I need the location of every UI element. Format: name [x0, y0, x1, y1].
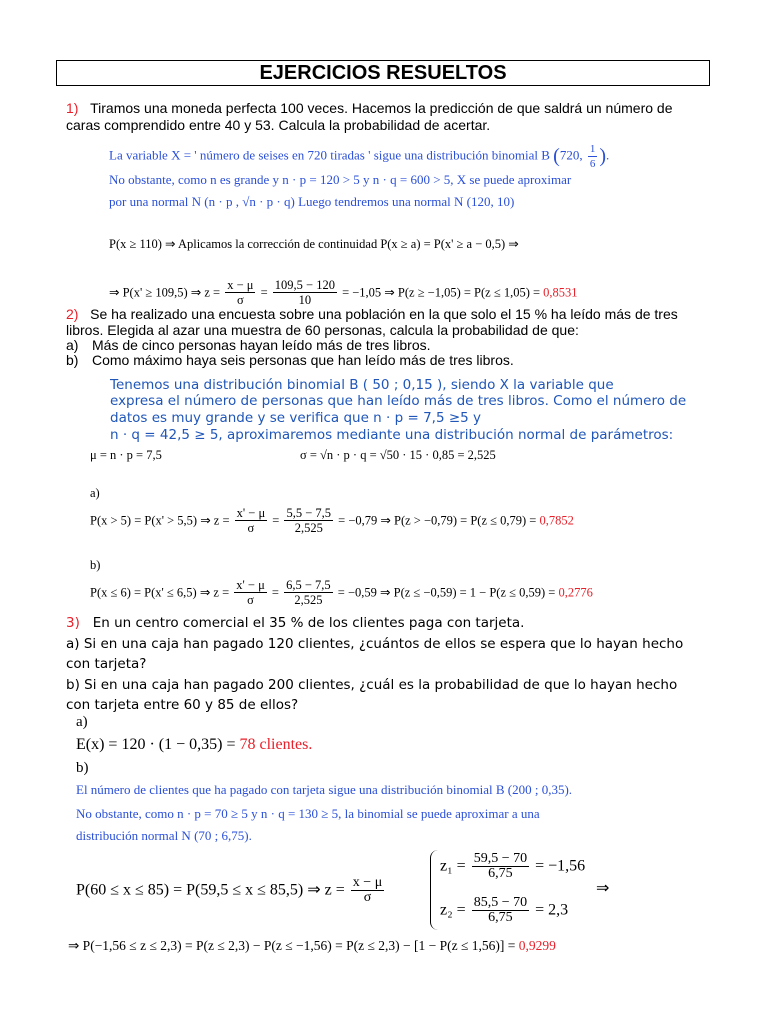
exercise-1-statement: [66, 100, 673, 116]
ex2-b-eq: =: [271, 585, 279, 600]
exercise-2-line-1: Se ha realizado una encuesta sobre una población en la que solo el 15 % ha leído más de tres: [90, 306, 678, 322]
ex2-a-frac2-den: 2,525: [294, 521, 323, 535]
ex2-text-line-1: Tenemos una distribución binomial B ( 50 ; 0,15 ), siendo X la variable que: [110, 377, 614, 393]
ex3-expect-result: 78 clientes.: [239, 736, 313, 753]
exercise-3-number: 3): [66, 615, 80, 631]
ex2-a-frac1-den: σ: [247, 521, 255, 535]
exercise-1-number: 1): [66, 100, 79, 116]
ex3-z2-den: 6,75: [488, 910, 513, 925]
ex1-s1-text: La variable X = ' número de seises en 720 tiradas ' sigue una distribución binomial B: [109, 147, 550, 163]
ex3-z1-result: = −1,56: [535, 857, 586, 875]
ex2-b-left: P(x ≤ 6) = P(x' ≤ 6,5) ⇒ z =: [90, 585, 230, 600]
exercise-3-line-5: con tarjeta entre 60 y 85 de ellos?: [66, 697, 299, 713]
ex3-a-label: a): [76, 714, 88, 730]
exercise-3-line-3: con tarjeta?: [66, 656, 147, 672]
ex3-p-frac-num: x − μ: [352, 875, 383, 890]
ex3-implies-arrow: ⇒: [596, 880, 610, 897]
page-title: EJERCICIOS RESUELTOS: [56, 60, 710, 86]
ex2-sigma: σ = √n · p · q = √50 · 15 · 0,85 = 2,525: [300, 448, 496, 462]
ex3-reason-line-1: El número de clientes que ha pagado con tarjeta sigue una distribución binomial B (200 ; 0,35).: [76, 782, 573, 797]
ex3-final-formula: ⇒ P(−1,56 ≤ z ≤ 2,3) = P(z ≤ 2,3) − P(z ≤ −1,56) = P(z ≤ 2,3) − [1 − P(z ≤ 1,56)] =: [68, 938, 516, 953]
ex1-s5-frac1-den: σ: [236, 293, 244, 307]
ex3-p-left: P(60 ≤ x ≤ 85) = P(59,5 ≤ x ≤ 85,5) ⇒ z =: [76, 881, 345, 899]
ex2-a-eq: =: [272, 513, 280, 528]
ex2-text-line-2: expresa el número de personas que han leído más de tres libros. Como el número de: [110, 393, 687, 409]
ex2-a-result: 0,7852: [539, 513, 574, 528]
ex3-expectation: [76, 736, 312, 754]
ex2-a-frac2-num: 5,5 − 7,5: [286, 506, 332, 520]
ex2-b-right: = −0,59 ⇒ P(z ≤ −0,59) = 1 − P(z ≤ 0,59) =: [337, 585, 556, 600]
exercise-3-line-1: En un centro comercial el 35 % de los clientes paga con tarjeta.: [92, 615, 525, 631]
ex1-s5-frac2-den: 10: [298, 293, 312, 307]
ex1-s5-frac2-num: 109,5 − 120: [274, 278, 335, 292]
ex1-frac-den: 6: [589, 158, 596, 170]
ex2-a-right: = −0,79 ⇒ P(z > −0,79) = P(z ≤ 0,79) =: [338, 513, 537, 528]
ex2-text-line-3: datos es muy grande y se verifica que n · p = 7,5 ≥5 y: [110, 410, 482, 426]
ex3-z2-num: 85,5 − 70: [473, 895, 528, 910]
ex3-z1-num: 59,5 − 70: [473, 851, 528, 866]
ex2-mu: μ = n · p = 7,5: [90, 448, 162, 462]
ex2-b-frac1-num: x' − μ: [236, 578, 265, 592]
ex2-text-line-4: n · q = 42,5 ≥ 5, aproximaremos mediante una distribución normal de parámetros:: [110, 427, 674, 443]
exercise-2-question-a: [66, 337, 431, 353]
exercise-1-line-2: caras comprendido entre 40 y 53. Calcula la probabilidad de acertar.: [66, 117, 491, 133]
ex3-final: [68, 938, 556, 954]
ex1-s5-left: ⇒ P(x' ≥ 109,5) ⇒ z =: [109, 285, 221, 300]
exercise-2-question-b: [66, 352, 514, 368]
ex3-reason-line-3: distribución normal N (70 ; 6,75).: [76, 828, 252, 843]
ex3-p-frac-den: σ: [363, 890, 372, 905]
ex2-a-solution: [90, 506, 574, 535]
ex3-probability-setup: [76, 876, 386, 905]
ex2-a-label: a): [90, 486, 100, 500]
ex1-s1-param: 720,: [559, 147, 583, 163]
ex3-expect-formula: E(x) = 120 · (1 − 0,35) =: [76, 736, 236, 753]
ex2-qa-text: Más de cinco personas hayan leído más de tres libros.: [92, 337, 431, 353]
ex2-b-label: b): [90, 558, 101, 572]
ex1-result: 0,8531: [543, 285, 578, 300]
ex3-reason-line-2: No obstante, como n · p = 70 ≥ 5 y n · q = 130 ≥ 5, la binomial se puede aproximar a una: [76, 806, 540, 821]
ex3-z1: [440, 852, 585, 881]
exercise-3-statement: [66, 615, 524, 631]
exercise-3-line-2: a) Si en una caja han pagado 120 clientes, ¿cuántos de ellos se espera que lo hayan hecho: [66, 636, 684, 652]
ex3-z2-lhs: z₂ =: [440, 901, 466, 919]
ex2-qa-label: a): [66, 337, 79, 353]
exercise-1-line-1: Tiramos una moneda perfecta 100 veces. Hacemos la predicción de que saldrá un número de: [90, 100, 673, 116]
ex2-b-frac1-den: σ: [247, 593, 254, 607]
ex2-b-frac2-den: 2,525: [294, 593, 323, 607]
ex1-solution-line-4: P(x ≥ 110) ⇒ Aplicamos la corrección de continuidad P(x ≥ a) = P(x' ≥ a − 0,5) ⇒: [109, 237, 519, 251]
exercise-2-statement: [66, 306, 678, 322]
ex3-final-result: 0,9299: [518, 938, 556, 953]
exercise-3-line-4: b) Si en una caja han pagado 200 clientes, ¿cuál es la probabilidad de que lo hayan hecho: [66, 677, 678, 693]
ex2-b-solution: [90, 578, 593, 607]
ex2-a-left: P(x > 5) = P(x' > 5,5) ⇒ z =: [90, 513, 230, 528]
exercise-2-line-2: libros. Elegida al azar una muestra de 60 personas, calcula la probabilidad de que:: [66, 322, 579, 338]
ex3-b-label: b): [76, 760, 89, 776]
ex1-solution-line-3: por una normal N (n · p , √n · p · q) Luego tendremos una normal N (120, 10): [109, 194, 515, 209]
ex1-s5-right: = −1,05 ⇒ P(z ≥ −1,05) = P(z ≤ 1,05) =: [342, 285, 541, 300]
ex3-z1-den: 6,75: [488, 866, 513, 881]
ex1-solution-line-2: No obstante, como n es grande y n · p = 120 > 5 y n · q = 600 > 5, X se puede aproximar: [109, 172, 572, 187]
ex3-brace: [430, 850, 439, 930]
ex2-qb-text: Como máximo haya seis personas que han leído más de tres libros.: [92, 352, 514, 368]
ex1-solution-line-5: [109, 278, 578, 307]
ex3-z2-result: = 2,3: [535, 901, 569, 919]
ex3-z1-lhs: z₁ =: [440, 857, 466, 875]
exercise-2-number: 2): [66, 306, 79, 322]
ex3-z2: [440, 896, 568, 925]
ex1-solution-line-1: La variable X = ' número de seises en 720 tiradas ' sigue una distribución binomial B (720, $\frac{1}{6}$ ).: [109, 143, 610, 170]
ex1-s5-frac1-num: x − μ: [227, 278, 254, 292]
ex2-b-frac2-num: 6,5 − 7,5: [286, 578, 331, 592]
ex1-frac-num: 1: [589, 143, 596, 155]
ex2-qb-label: b): [66, 352, 79, 368]
ex1-s5-eq: =: [260, 285, 268, 300]
ex2-b-result: 0,2776: [558, 585, 593, 600]
ex2-a-frac1-num: x' − μ: [236, 506, 266, 520]
